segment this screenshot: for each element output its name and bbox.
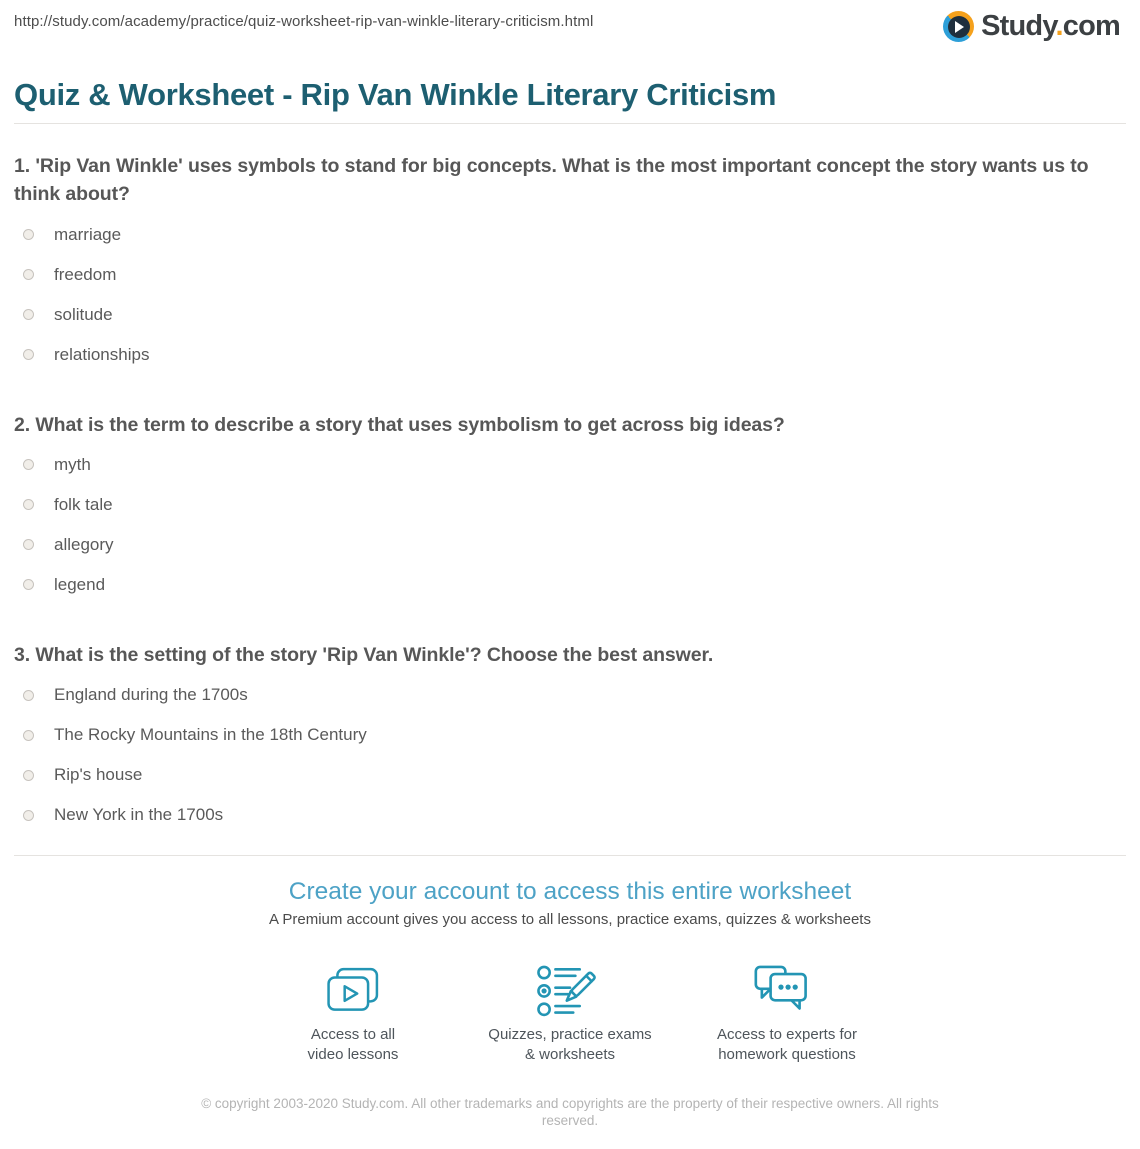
radio-button[interactable] <box>23 309 34 320</box>
answer-option[interactable] <box>14 485 1126 525</box>
question-3-options <box>14 675 1126 835</box>
answer-option-label: England during the 1700s <box>54 685 248 705</box>
answer-option-label: Rip's house <box>54 765 143 785</box>
answer-option[interactable] <box>14 445 1126 485</box>
answer-option[interactable] <box>14 715 1126 755</box>
benefit-label: Access to experts for homework questions <box>716 1026 858 1064</box>
answer-option-label: legend <box>54 574 106 594</box>
title-divider <box>14 123 1126 124</box>
question-1-text: 1. 'Rip Van Winkle' uses symbols to stand for big concepts. What is the most important concept the story wants us to think about? <box>14 155 1089 206</box>
create-account-link[interactable]: Create your account to access this entire worksheet <box>288 878 852 906</box>
page-header <box>0 0 1140 44</box>
answer-option-label: freedom <box>54 264 117 284</box>
quizzes-worksheets-icon <box>536 965 604 1019</box>
answer-option-label: marriage <box>54 224 122 244</box>
benefit-label: Access to all video lessons <box>307 1026 399 1064</box>
answer-option[interactable] <box>14 295 1126 335</box>
radio-button[interactable] <box>23 730 34 741</box>
question-block-1 <box>14 152 1126 375</box>
page-url: http://study.com/academy/practice/quiz-worksheet-rip-van-winkle-literary-criticism.html <box>14 13 594 30</box>
page-title: Quiz & Worksheet - Rip Van Winkle Literary Criticism <box>14 77 777 112</box>
cta-section <box>14 878 1126 1065</box>
radio-button[interactable] <box>23 499 34 510</box>
question-2-options <box>14 445 1126 605</box>
radio-button[interactable] <box>23 579 34 590</box>
question-3-text: 3. What is the setting of the story 'Rip Van Winkle'? Choose the best answer. <box>14 643 714 666</box>
answer-option-label: myth <box>54 454 91 474</box>
expert-chat-icon <box>752 964 822 1019</box>
radio-button[interactable] <box>23 690 34 701</box>
answer-option[interactable] <box>14 675 1126 715</box>
answer-option-label: solitude <box>54 304 113 324</box>
answer-option-label: allegory <box>54 534 114 554</box>
radio-button[interactable] <box>23 810 34 821</box>
question-block-2 <box>14 411 1126 605</box>
answer-option[interactable] <box>14 255 1126 295</box>
premium-account-subtitle: A Premium account gives you access to all lessons, practice exams, quizzes & worksheets <box>269 911 871 929</box>
studycom-logo-text: Study.com <box>981 10 1120 42</box>
page-footer <box>14 1095 1126 1130</box>
question-2-text: 2. What is the term to describe a story that uses symbolism to get across big ideas? <box>14 413 785 436</box>
radio-button[interactable] <box>23 269 34 280</box>
benefit-video-lessons <box>245 964 462 1065</box>
radio-button[interactable] <box>23 539 34 550</box>
studycom-logo[interactable] <box>943 10 1120 43</box>
cta-divider <box>14 855 1126 856</box>
benefit-quizzes-worksheets <box>462 964 679 1065</box>
answer-option[interactable] <box>14 215 1126 255</box>
answer-option-label: New York in the 1700s <box>54 805 224 825</box>
benefit-expert-help <box>679 964 896 1065</box>
video-lessons-icon <box>322 966 384 1018</box>
question-block-3 <box>14 641 1126 835</box>
benefit-label: Quizzes, practice exams & worksheets <box>488 1026 652 1064</box>
answer-option-label: The Rocky Mountains in the 18th Century <box>54 725 367 745</box>
question-1-options <box>14 215 1126 375</box>
radio-button[interactable] <box>23 770 34 781</box>
answer-option-label: relationships <box>54 344 150 364</box>
answer-option-label: folk tale <box>54 494 113 514</box>
radio-button[interactable] <box>23 349 34 360</box>
radio-button[interactable] <box>23 229 34 240</box>
copyright-text: © copyright 2003-2020 Study.com. All other trademarks and copyrights are the property of their respective owners. All rights reserved. <box>201 1096 939 1129</box>
benefits-row <box>14 964 1126 1065</box>
answer-option[interactable] <box>14 525 1126 565</box>
studycom-play-icon <box>943 11 974 42</box>
radio-button[interactable] <box>23 459 34 470</box>
answer-option[interactable] <box>14 335 1126 375</box>
answer-option[interactable] <box>14 795 1126 835</box>
answer-option[interactable] <box>14 565 1126 605</box>
answer-option[interactable] <box>14 755 1126 795</box>
